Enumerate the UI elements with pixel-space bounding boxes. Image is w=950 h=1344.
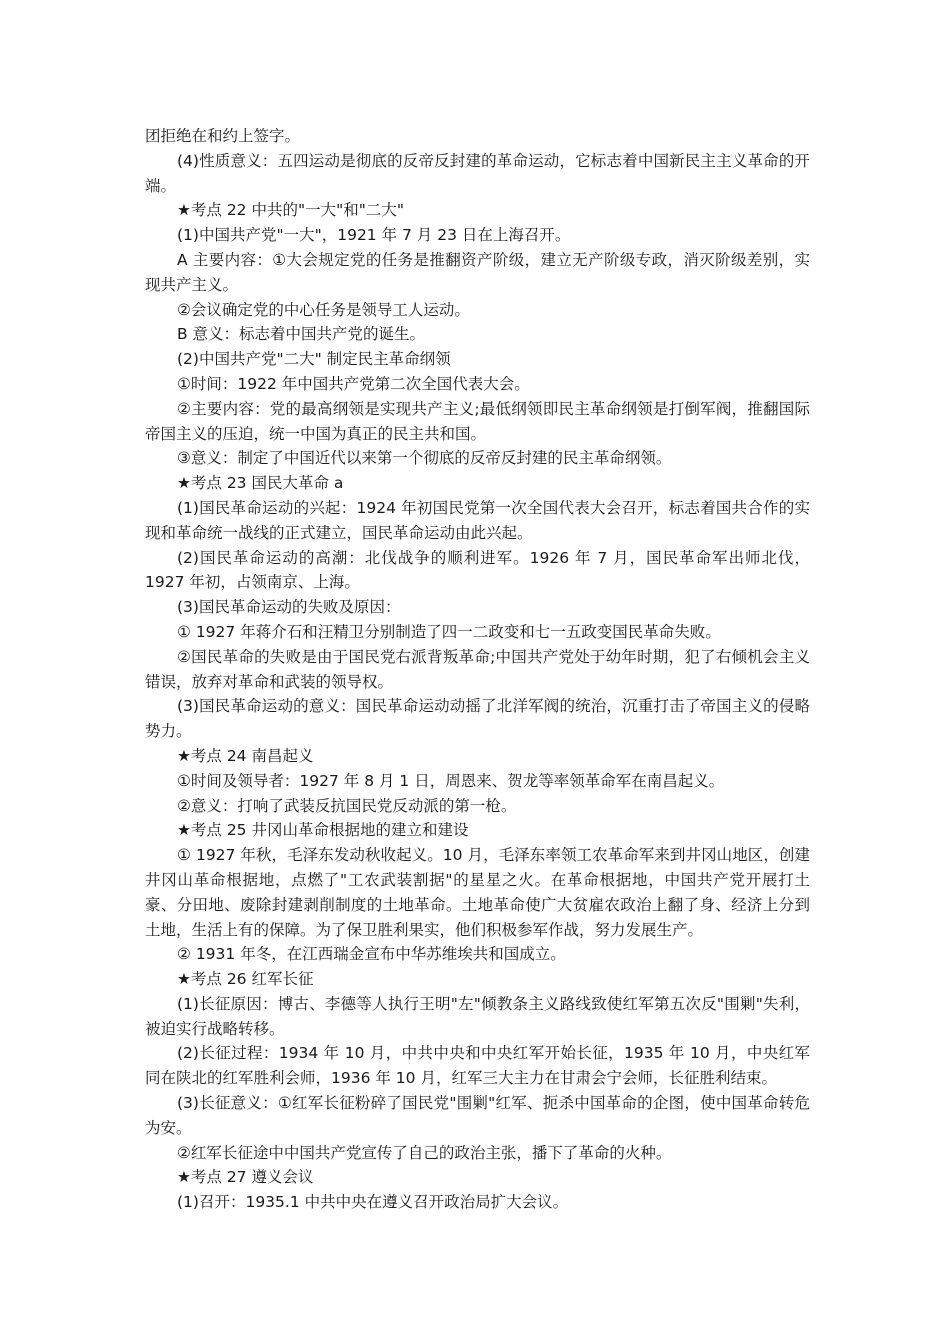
section-heading-22: ★考点 22 中共的"一大"和"二大": [177, 201, 404, 220]
section-heading-26: ★考点 26 红军长征: [177, 970, 314, 989]
paragraph: ③意义：制定了中国近代以来第一个彻底的反帝反封建的民主革命纲领。: [177, 449, 672, 468]
paragraph: ①时间：1922 年中国共产党第二次全国代表大会。: [177, 374, 530, 393]
paragraph: (4)性质意义：五四运动是彻底的反帝反封建的革命运动，它标志着中国新民主主义革命的开端。: [145, 151, 810, 195]
paragraph: ② 1931 年冬，在江西瑞金宣布中华苏维埃共和国成立。: [177, 945, 566, 964]
paragraph: (2)国民革命运动的高潮：北伐战争的顺利进军。1926 年 7 月，国民革命军出师北伐，1927 年初，占领南京、上海。: [145, 548, 810, 592]
paragraph: ②红军长征途中中国共产党宣传了自己的政治主张，播下了革命的火种。: [177, 1143, 672, 1162]
paragraph: ②主要内容：党的最高纲领是实现共产主义;最低纲领即民主革命纲领是打倒军阀，推翻国际帝国主义的压迫，统一中国为真正的民主共和国。: [145, 399, 810, 443]
paragraph: (1)召开：1935.1 中共中央在遵义召开政治局扩大会议。: [177, 1193, 569, 1212]
paragraph: ①时间及领导者：1927 年 8 月 1 日，周恩来、贺龙等率领革命军在南昌起义。: [177, 771, 725, 790]
paragraph: (1)长征原因：博古、李德等人执行王明"左"倾教条主义路线致使红军第五次反"围剿"失利，被迫实行战略转移。: [145, 994, 810, 1038]
paragraph: (3)国民革命运动的失败及原因：: [177, 598, 401, 617]
paragraph: B 意义：标志着中国共产党的诞生。: [177, 325, 426, 344]
paragraph: (2)长征过程：1934 年 10 月，中共中央和中央红军开始长征，1935 年 10 月，中央红军同在陕北的红军胜利会师，1936 年 10 月，红军三大主力在甘肃会宁会师，长征胜利结束。: [145, 1044, 810, 1088]
section-heading-27: ★考点 27 遵义会议: [177, 1168, 314, 1187]
paragraph: ②意义：打响了武装反抗国民党反动派的第一枪。: [177, 796, 517, 815]
section-heading-23: ★考点 23 国民大革命 a: [177, 474, 344, 493]
paragraph: (1)中国共产党"一大"，1921 年 7 月 23 日在上海召开。: [177, 226, 571, 245]
paragraph: ① 1927 年蒋介石和汪精卫分别制造了四一二政变和七一五政变国民革命失败。: [177, 622, 721, 641]
paragraph: (3)长征意义：①红军长征粉碎了国民党"围剿"红军、扼杀中国革命的企图，使中国革命转危为安。: [145, 1094, 810, 1137]
section-heading-25: ★考点 25 井冈山革命根据地的建立和建设: [177, 821, 469, 840]
paragraph-continuation: 团拒绝在和约上签字。: [145, 127, 301, 145]
document-body: [145, 124, 810, 1215]
paragraph: (2)中国共产党"二大" 制定民主革命纲领: [177, 350, 451, 369]
paragraph: A 主要内容：①大会规定党的任务是推翻资产阶级，建立无产阶级专政，消灭阶级差别，实现共产主义。: [145, 250, 810, 294]
paragraph: ① 1927 年秋，毛泽东发动秋收起义。10 月，毛泽东率领工农革命军来到井冈山地区，创建井冈山革命根据地，点燃了"工农武装割据"的星星之火。在革命根据地，中国共产党开展打土豪、分田地、废除封建剥削制度的土地革命。土地革命使广大贫雇农政治上翻了身、经济上分到土地，生活上有的保障。为了保卫胜利果实，他们积极参军作战，努力发展生产。: [145, 846, 810, 939]
paragraph: (1)国民革命运动的兴起：1924 年初国民党第一次全国代表大会召开，标志着国共合作的实现和革命统一战线的正式建立，国民革命运动由此兴起。: [145, 498, 810, 542]
paragraph: ②国民革命的失败是由于国民党右派背叛革命;中国共产党处于幼年时期，犯了右倾机会主义错误，放弃对革命和武装的领导权。: [145, 647, 810, 691]
paragraph: ②会议确定党的中心任务是领导工人运动。: [177, 300, 470, 319]
section-heading-24: ★考点 24 南昌起义: [177, 746, 314, 765]
paragraph: (3)国民革命运动的意义：国民革命运动动摇了北洋军阀的统治，沉重打击了帝国主义的侵略势力。: [145, 697, 810, 741]
